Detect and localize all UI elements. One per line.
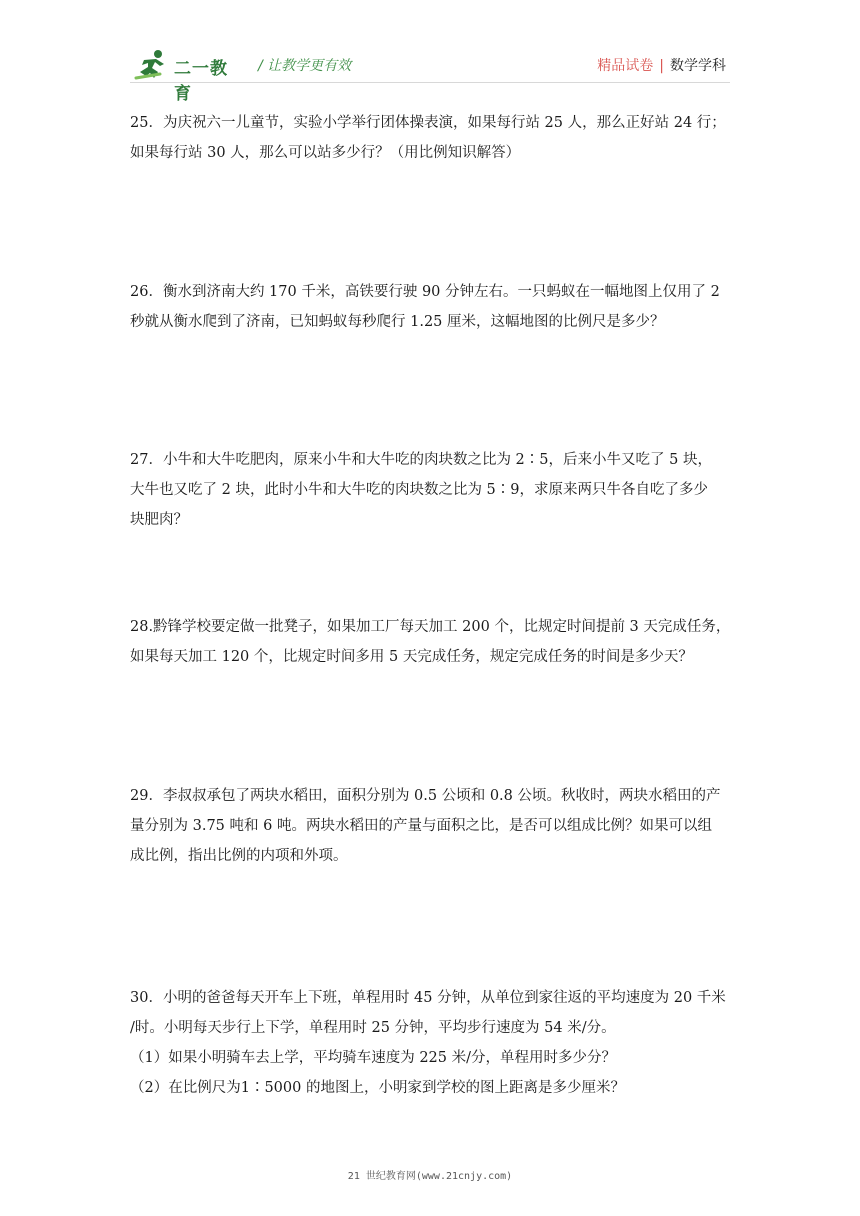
question-26 [130,277,735,337]
page-footer: 21 世纪教育网(www.21cnjy.com) [347,1171,513,1182]
question-line: 如果每行站 30 人，那么可以站多少行？（用比例知识解答） [130,145,521,161]
header-slogan: / 让教学更有效 [258,58,352,74]
runner-logo-icon [134,48,174,80]
question-line: 28.黔锋学校要定做一批凳子，如果加工厂每天加工 200 个，比规定时间提前 3 天完成任务， [130,619,731,635]
question-30 [130,983,735,1103]
question-27 [130,445,735,535]
question-line: 如果每天加工 120 个，比规定时间多用 5 天完成任务，规定完成任务的时间是多少天？ [130,649,693,665]
question-line: 大牛也又吃了 2 块，此时小牛和大牛吃的肉块数之比为 5∶9，求原来两只牛各自吃了多少 [130,482,708,498]
header-label-premium: 精品试卷 [597,58,654,74]
question-line: 块肥肉？ [130,512,188,528]
question-line: 成比例，指出比例的内项和外项。 [130,848,348,864]
logo [134,48,244,104]
question-subpart: （2）在比例尺为1∶5000 的地图上，小明家到学校的图上距离是多少厘米？ [130,1080,625,1096]
question-line: 29．李叔叔承包了两块水稻田，面积分别为 0.5 公顷和 0.8 公顷。秋收时，两块水稻田的产 [130,788,721,804]
question-line: 量分别为 3.75 吨和 6 吨。两块水稻田的产量与面积之比，是否可以组成比例？如果可以组 [130,818,712,834]
header-separator: | [659,58,664,74]
header-right-label [597,55,726,75]
question-line: 秒就从衡水爬到了济南，已知蚂蚁每秒爬行 1.25 厘米，这幅地图的比例尺是多少？ [130,314,665,330]
question-subpart: （1）如果小明骑车去上学，平均骑车速度为 225 米/分，单程用时多少分？ [130,1050,617,1066]
logo-text: 二一教育 [174,59,228,104]
page-header [130,44,730,104]
question-line: 30．小明的爸爸每天开车上下班，单程用时 45 分钟，从单位到家往返的平均速度为 20 千米 [130,990,726,1006]
question-line: 26．衡水到济南大约 170 千米，高铁要行驶 90 分钟左右。一只蚂蚁在一幅地图上仅用了 2 [130,284,720,300]
question-line: 27．小牛和大牛吃肥肉，原来小牛和大牛吃的肉块数之比为 2∶5，后来小牛又吃了 5 块， [130,452,712,468]
question-line: /时。小明每天步行上下学，单程用时 25 分钟，平均步行速度为 54 米/分。 [130,1020,616,1036]
question-28 [130,612,735,672]
header-label-subject: 数学学科 [670,58,726,74]
question-25 [130,108,735,168]
header-divider [130,82,730,83]
question-29 [130,781,735,871]
question-line: 25．为庆祝六一儿童节，实验小学举行团体操表演，如果每行站 25 人，那么正好站 24 行； [130,115,726,131]
